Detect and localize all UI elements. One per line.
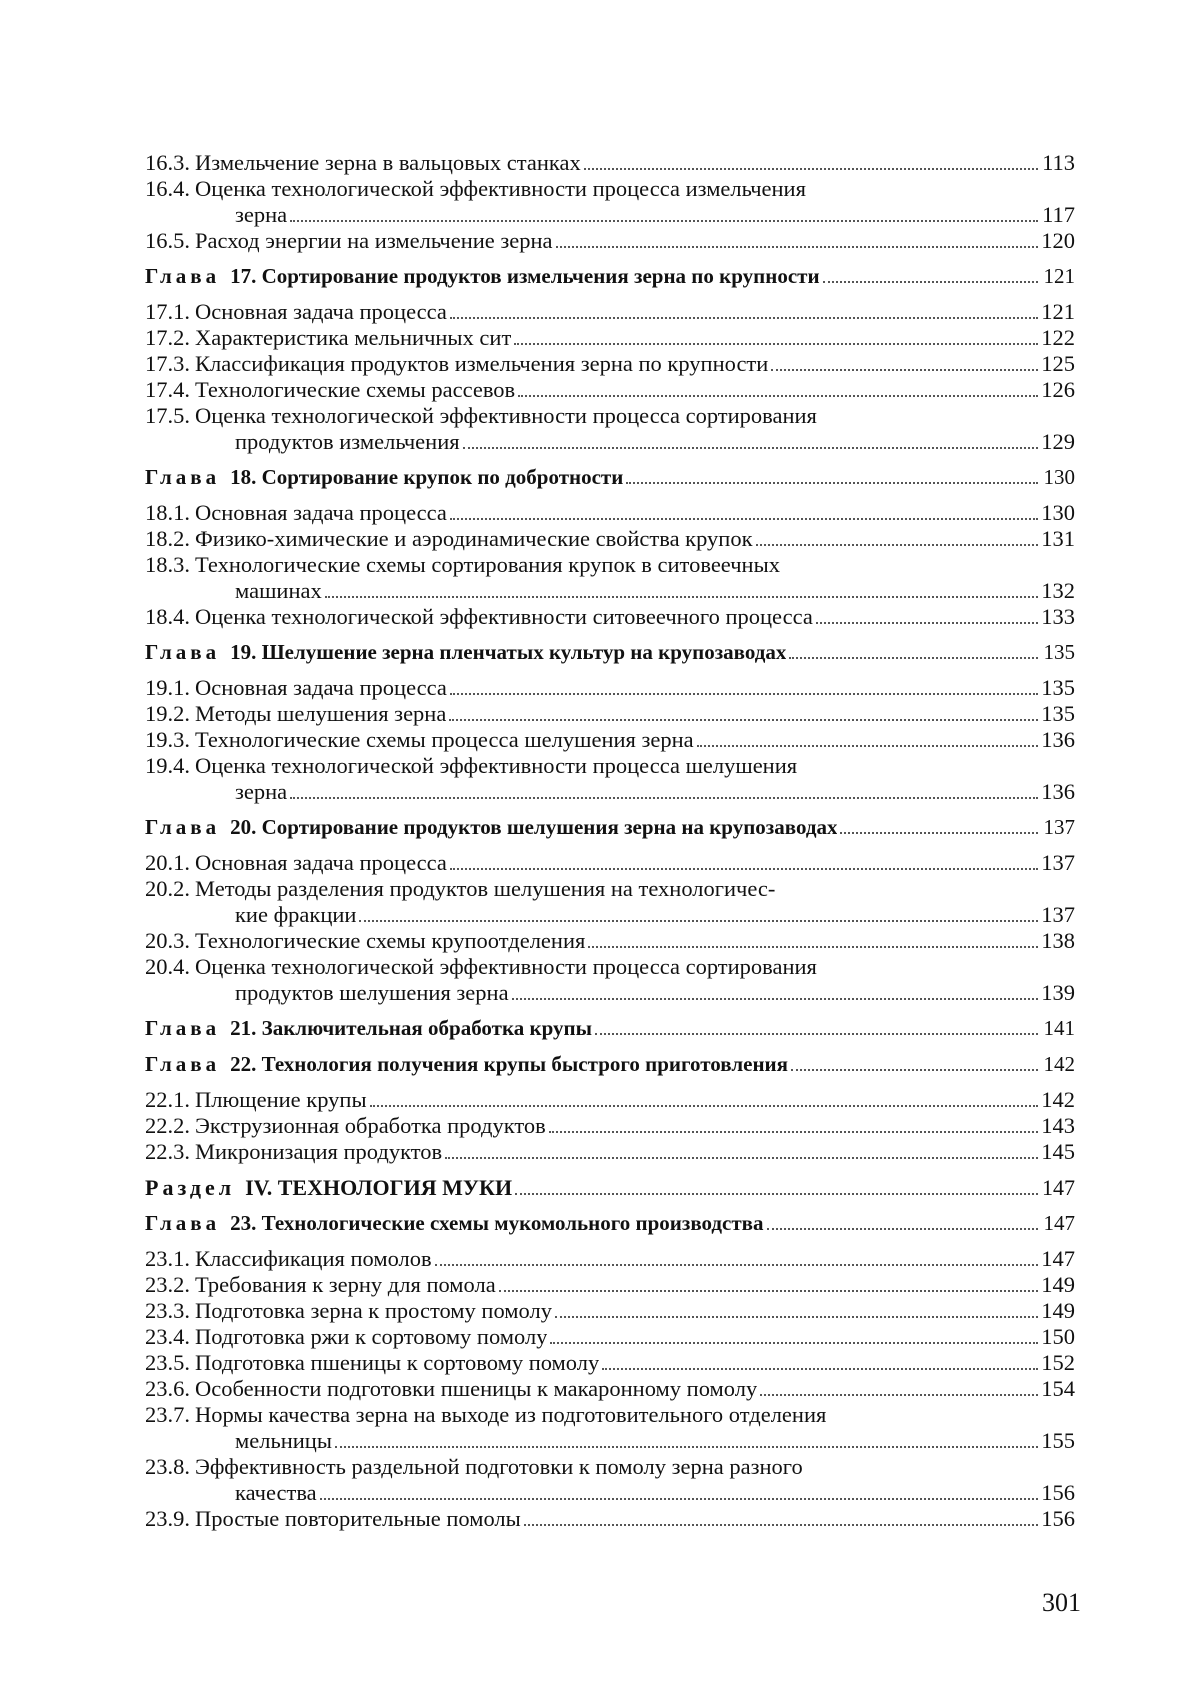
entry-page: 150 — [1041, 1324, 1075, 1349]
toc-entry — [145, 150, 1075, 176]
toc-entry — [145, 377, 1075, 403]
dot-leader — [771, 368, 1038, 371]
entry-title: Классификация помолов — [195, 1246, 432, 1271]
entry-page: 137 — [1041, 902, 1075, 927]
entry-page: 137 — [1041, 850, 1075, 875]
toc-entry — [145, 351, 1075, 377]
chapter-heading — [145, 814, 1075, 840]
dot-leader — [524, 1523, 1038, 1526]
dot-leader — [499, 1289, 1038, 1292]
entry-line — [145, 403, 1075, 429]
entry-number: 18.1. — [145, 500, 190, 525]
entry-number: 19.3. — [145, 727, 190, 752]
dot-leader — [450, 316, 1038, 319]
chapter-title: 21. Заключительная обработка крупы — [230, 1016, 592, 1040]
entry-number: 23.5. — [145, 1350, 190, 1375]
toc-entry — [145, 1324, 1075, 1350]
entry-number: 16.4. — [145, 176, 190, 201]
entry-page: 147 — [1041, 1246, 1075, 1271]
chapter-title: 20. Сортирование продуктов шелушения зерна на крупозаводах — [230, 815, 838, 839]
entry-page: 133 — [1041, 604, 1075, 629]
entry-page: 142 — [1041, 1087, 1075, 1112]
dot-leader — [518, 394, 1038, 397]
dot-leader — [290, 219, 1038, 222]
dot-leader — [450, 692, 1038, 695]
chapter-label: Глава — [145, 465, 221, 489]
toc-entry — [145, 1402, 1075, 1454]
entry-line — [145, 1480, 1075, 1506]
entry-page: 136 — [1041, 727, 1075, 752]
entry-title: Технологические схемы рассевов — [195, 377, 516, 402]
entry-line — [145, 1402, 1075, 1428]
entry-title: Основная задача процесса — [195, 675, 447, 700]
entry-title: Эффективность раздельной подготовки к помолу зерна разного — [195, 1454, 803, 1479]
entry-number: 18.2. — [145, 526, 190, 551]
dot-leader — [450, 867, 1038, 870]
entry-title-continued: машинах — [235, 578, 322, 603]
entry-page: 152 — [1041, 1350, 1075, 1375]
page-number: 301 — [1042, 1588, 1081, 1617]
entry-page: 131 — [1041, 526, 1075, 551]
chapter-label: Глава — [145, 640, 221, 664]
entry-number: 19.2. — [145, 701, 190, 726]
dot-leader — [514, 342, 1038, 345]
entry-number: 17.1. — [145, 299, 190, 324]
entry-title: Оценка технологической эффективности ситовеечного процесса — [195, 604, 813, 629]
entry-number: 23.1. — [145, 1246, 190, 1271]
dot-leader — [816, 621, 1038, 624]
dot-leader — [550, 1341, 1038, 1344]
entry-page: 155 — [1041, 1428, 1075, 1453]
dot-leader — [549, 1130, 1038, 1133]
entry-title: Оценка технологической эффективности процесса сортирования — [195, 954, 817, 979]
entry-page: 154 — [1041, 1376, 1075, 1401]
chapter-title: 18. Сортирование крупок по добротности — [230, 465, 624, 489]
entry-page: 145 — [1041, 1139, 1075, 1164]
entry-page: 149 — [1041, 1272, 1075, 1297]
entry-page: 136 — [1041, 779, 1075, 804]
toc-entry — [145, 299, 1075, 325]
chapter-title: 23. Технологические схемы мукомольного производства — [230, 1211, 764, 1235]
entry-page: 141 — [1043, 1016, 1075, 1040]
dot-leader — [445, 1156, 1038, 1159]
entry-page: 122 — [1041, 325, 1075, 350]
entry-page: 137 — [1043, 815, 1075, 839]
dot-leader — [290, 796, 1038, 799]
entry-number: 20.3. — [145, 928, 190, 953]
entry-line — [145, 876, 1075, 902]
dot-leader — [595, 1032, 1038, 1035]
entry-page: 121 — [1041, 299, 1075, 324]
entry-title: Подготовка ржи к сортовому помолу — [195, 1324, 548, 1349]
dot-leader — [697, 744, 1038, 747]
dot-leader — [556, 245, 1038, 248]
entry-number: 18.3. — [145, 552, 190, 577]
entry-line — [145, 753, 1075, 779]
entry-line — [145, 552, 1075, 578]
entry-title: Требования к зерну для помола — [195, 1272, 496, 1297]
dot-leader — [463, 446, 1038, 449]
entry-number: 16.5. — [145, 228, 190, 253]
entry-title: Физико-химические и аэродинамические свойства крупок — [195, 526, 753, 551]
entry-line — [145, 1428, 1075, 1454]
entry-number: 20.2. — [145, 876, 190, 901]
toc-entry — [145, 850, 1075, 876]
toc-entry — [145, 701, 1075, 727]
entry-title: Экструзионная обработка продуктов — [195, 1113, 546, 1138]
entry-page: 147 — [1043, 1211, 1075, 1235]
entry-number: 16.3. — [145, 150, 190, 175]
toc-entry — [145, 1376, 1075, 1402]
toc-entry — [145, 604, 1075, 630]
toc-entry — [145, 228, 1075, 254]
entry-title: Технологические схемы сортирования крупок в ситовеечных — [195, 552, 780, 577]
entry-line — [145, 1454, 1075, 1480]
toc-entry — [145, 1350, 1075, 1376]
chapter-label: Глава — [145, 1052, 221, 1076]
entry-title: Характеристика мельничных сит — [195, 325, 512, 350]
entry-line — [145, 429, 1075, 455]
entry-title-continued: кие фракции — [235, 902, 357, 927]
dot-leader — [602, 1367, 1038, 1370]
dot-leader — [767, 1227, 1038, 1230]
entry-line — [145, 980, 1075, 1006]
entry-number: 23.9. — [145, 1506, 190, 1531]
entry-title: Расход энергии на измельчение зерна — [195, 228, 553, 253]
toc-entry — [145, 552, 1075, 604]
dot-leader — [450, 517, 1038, 520]
toc-entry — [145, 1454, 1075, 1506]
dot-leader — [789, 656, 1038, 659]
toc-entry — [145, 675, 1075, 701]
entry-title: Плющение крупы — [195, 1087, 367, 1112]
entry-page: 135 — [1043, 640, 1075, 664]
entry-page: 129 — [1041, 429, 1075, 454]
entry-number: 23.3. — [145, 1298, 190, 1323]
dot-leader — [588, 945, 1038, 948]
entry-number: 20.1. — [145, 850, 190, 875]
entry-title: Методы шелушения зерна — [195, 701, 447, 726]
toc-entry — [145, 403, 1075, 455]
entry-title-continued: мельницы — [235, 1428, 332, 1453]
entry-title-continued: продуктов измельчения — [235, 429, 460, 454]
entry-title: Измельчение зерна в вальцовых станках — [195, 150, 581, 175]
toc-entry — [145, 1113, 1075, 1139]
entry-line — [145, 202, 1075, 228]
toc-entry — [145, 1246, 1075, 1272]
entry-page: 147 — [1042, 1175, 1075, 1200]
toc-entry — [145, 753, 1075, 805]
chapter-heading — [145, 1051, 1075, 1077]
entry-number: 22.3. — [145, 1139, 190, 1164]
entry-page: 132 — [1041, 578, 1075, 603]
table-of-contents — [145, 150, 1075, 1532]
chapter-heading — [145, 1210, 1075, 1236]
entry-page: 149 — [1041, 1298, 1075, 1323]
entry-page: 113 — [1042, 150, 1075, 175]
dot-leader — [760, 1393, 1038, 1396]
dot-leader — [555, 1315, 1038, 1318]
entry-number: 19.4. — [145, 753, 190, 778]
entry-number: 20.4. — [145, 954, 190, 979]
section-heading — [145, 1175, 1075, 1201]
entry-page: 156 — [1041, 1506, 1075, 1531]
toc-entry — [145, 954, 1075, 1006]
dot-leader — [512, 997, 1038, 1000]
entry-title-continued: зерна — [235, 779, 288, 804]
toc-entry — [145, 1298, 1075, 1324]
entry-page: 117 — [1042, 202, 1075, 227]
entry-page: 138 — [1041, 928, 1075, 953]
entry-page: 120 — [1041, 228, 1075, 253]
entry-title: Основная задача процесса — [195, 850, 447, 875]
entry-title-continued: продуктов шелушения зерна — [235, 980, 509, 1005]
dot-leader — [435, 1263, 1038, 1266]
entry-number: 23.2. — [145, 1272, 190, 1297]
toc-entry — [145, 1506, 1075, 1532]
chapter-title: 19. Шелушение зерна пленчатых культур на крупозаводах — [230, 640, 787, 664]
entry-title: Оценка технологической эффективности процесса сортирования — [195, 403, 817, 428]
entry-line — [145, 176, 1075, 202]
chapter-label: Глава — [145, 264, 221, 288]
entry-number: 23.7. — [145, 1402, 190, 1427]
entry-page: 135 — [1041, 675, 1075, 700]
entry-title: Оценка технологической эффективности процесса шелушения — [195, 753, 798, 778]
entry-line — [145, 902, 1075, 928]
entry-number: 22.2. — [145, 1113, 190, 1138]
chapter-title: 17. Сортирование продуктов измельчения зерна по крупности — [230, 264, 820, 288]
entry-title: Подготовка пшеницы к сортовому помолу — [195, 1350, 600, 1375]
entry-title-continued: зерна — [235, 202, 288, 227]
entry-number: 23.6. — [145, 1376, 190, 1401]
entry-number: 17.4. — [145, 377, 190, 402]
entry-title-continued: качества — [235, 1480, 317, 1505]
entry-line — [145, 954, 1075, 980]
dot-leader — [359, 919, 1038, 922]
section-label: Раздел — [145, 1175, 236, 1200]
entry-title: Микронизация продуктов — [195, 1139, 443, 1164]
dot-leader — [756, 543, 1038, 546]
toc-entry — [145, 1272, 1075, 1298]
dot-leader — [515, 1192, 1038, 1195]
toc-entry — [145, 1139, 1075, 1165]
dot-leader — [449, 718, 1038, 721]
entry-number: 23.4. — [145, 1324, 190, 1349]
entry-title: Технологические схемы процесса шелушения зерна — [195, 727, 694, 752]
entry-title: Технологические схемы крупоотделения — [195, 928, 586, 953]
toc-entry — [145, 727, 1075, 753]
toc-entry — [145, 928, 1075, 954]
entry-title: Подготовка зерна к простому помолу — [195, 1298, 552, 1323]
chapter-heading — [145, 263, 1075, 289]
chapter-title: IV. ТЕХНОЛОГИЯ МУКИ — [245, 1175, 513, 1200]
entry-number: 22.1. — [145, 1087, 190, 1112]
chapter-title: 22. Технология получения крупы быстрого приготовления — [230, 1052, 788, 1076]
dot-leader — [335, 1445, 1038, 1448]
chapter-heading — [145, 464, 1075, 490]
dot-leader — [626, 481, 1038, 484]
entry-line — [145, 578, 1075, 604]
toc-entry — [145, 500, 1075, 526]
entry-line — [145, 779, 1075, 805]
toc-entry — [145, 325, 1075, 351]
entry-title: Простые повторительные помолы — [195, 1506, 521, 1531]
toc-entry — [145, 876, 1075, 928]
entry-page: 126 — [1041, 377, 1075, 402]
dot-leader — [584, 167, 1038, 170]
entry-page: 130 — [1043, 465, 1075, 489]
entry-page: 125 — [1041, 351, 1075, 376]
toc-entry — [145, 1087, 1075, 1113]
chapter-heading — [145, 1015, 1075, 1041]
entry-title: Особенности подготовки пшеницы к макаронному помолу — [195, 1376, 758, 1401]
entry-title: Основная задача процесса — [195, 299, 447, 324]
toc-entry — [145, 176, 1075, 228]
entry-title: Методы разделения продуктов шелушения на технологичес- — [195, 876, 776, 901]
entry-number: 17.2. — [145, 325, 190, 350]
dot-leader — [325, 595, 1038, 598]
entry-title: Основная задача процесса — [195, 500, 447, 525]
dot-leader — [840, 831, 1038, 834]
dot-leader — [370, 1104, 1038, 1107]
entry-title: Оценка технологической эффективности процесса измельчения — [195, 176, 806, 201]
entry-page: 142 — [1043, 1052, 1075, 1076]
entry-page: 139 — [1041, 980, 1075, 1005]
entry-title: Классификация продуктов измельчения зерна по крупности — [195, 351, 769, 376]
dot-leader — [791, 1068, 1038, 1071]
entry-title: Нормы качества зерна на выходе из подготовительного отделения — [195, 1402, 827, 1427]
entry-page: 143 — [1041, 1113, 1075, 1138]
entry-number: 19.1. — [145, 675, 190, 700]
entry-page: 130 — [1041, 500, 1075, 525]
entry-page: 121 — [1043, 264, 1075, 288]
entry-number: 17.5. — [145, 403, 190, 428]
entry-page: 135 — [1041, 701, 1075, 726]
entry-number: 17.3. — [145, 351, 190, 376]
entry-page: 156 — [1041, 1480, 1075, 1505]
entry-number: 23.8. — [145, 1454, 190, 1479]
chapter-label: Глава — [145, 1211, 221, 1235]
chapter-label: Глава — [145, 1016, 221, 1040]
entry-number: 18.4. — [145, 604, 190, 629]
dot-leader — [320, 1497, 1038, 1500]
dot-leader — [823, 280, 1038, 283]
chapter-heading — [145, 639, 1075, 665]
toc-entry — [145, 526, 1075, 552]
chapter-label: Глава — [145, 815, 221, 839]
